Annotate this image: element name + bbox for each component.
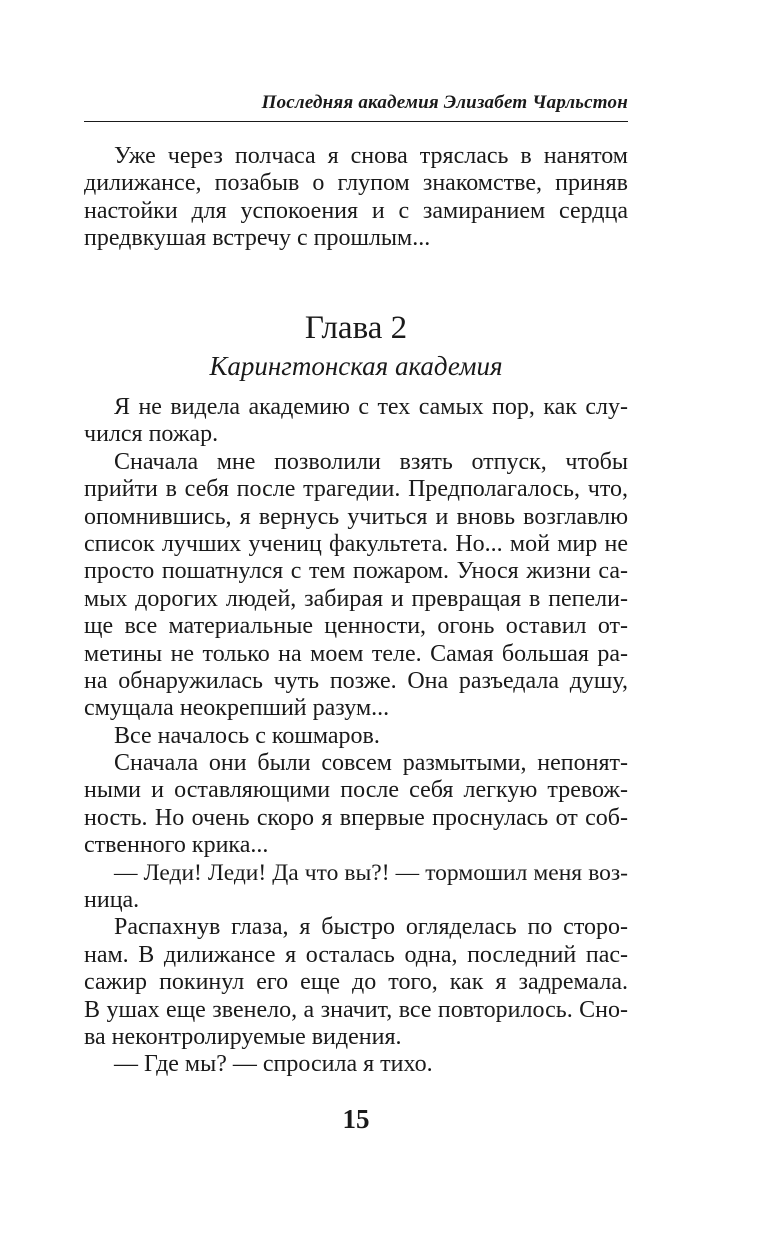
text-line: дилижансе, позабыв о глупом знакомстве, приняв	[84, 170, 628, 197]
text-line: просто пошатнулся с тем пожаром. Унося жизни са-	[84, 558, 628, 585]
chapter-title: Глава 2	[304, 310, 408, 346]
text-line: ными и оставляющими после себя легкую тревож-	[84, 777, 628, 804]
header-rule	[84, 121, 628, 122]
text-line: ва неконтролируемые видения.	[84, 1023, 402, 1050]
text-line: нам. В дилижансе я осталась одна, последний пас-	[84, 941, 628, 968]
page-number: 15	[342, 1104, 370, 1134]
text-line: опомнившись, я вернусь учиться и вновь возглавлю	[84, 503, 628, 530]
text-line: на обнаружилась чуть позже. Она разъедала душу,	[84, 667, 628, 694]
text-line: смущала неокрепший разум...	[84, 695, 390, 722]
text-line: метины не только на моем теле. Самая большая ра-	[84, 640, 628, 667]
text-line: ственного крика...	[84, 832, 269, 859]
running-head: Последняя академия Элизабет Чарльстон	[261, 92, 628, 113]
text-line: Все началось с кошмаров.	[114, 722, 380, 749]
text-line: список лучших учениц факультета. Но... мой мир не	[84, 530, 628, 557]
text-line: Сначала мне позволили взять отпуск, чтобы	[114, 448, 628, 475]
chapter-body	[84, 394, 628, 1079]
text-line: — Где мы? — спросила я тихо.	[114, 1051, 433, 1078]
text-line: Я не видела академию с тех самых пор, как слу-	[114, 394, 628, 420]
intro-paragraph	[84, 143, 628, 253]
text-line: ность. Но очень скоро я впервые проснулась от соб-	[84, 804, 628, 831]
text-line: Уже через полчаса я снова тряслась в нанятом	[114, 143, 628, 169]
text-line: чился пожар.	[84, 421, 219, 448]
text-line: ще все материальные ценности, огонь оставил от-	[84, 613, 628, 640]
text-line: прийти в себя после трагедии. Предполагалось, что,	[84, 476, 628, 503]
text-line: — Леди! Леди! Да что вы?! — тормошил меня воз-	[114, 859, 628, 886]
text-line: Распахнув глаза, я быстро огляделась по сторо-	[114, 914, 628, 941]
text-line: В ушах еще звенело, а значит, все повторилось. Сно-	[84, 996, 628, 1023]
chapter-subtitle: Карингтонская академия	[209, 351, 503, 381]
text-line: Сначала они были совсем размытыми, непонят-	[114, 750, 628, 777]
text-line: предвкушая встречу с прошлым...	[84, 225, 431, 252]
text-line: мых дорогих людей, забирая и превращая в пепели-	[84, 585, 628, 612]
book-page	[84, 0, 628, 1241]
text-line: ница.	[84, 887, 140, 914]
text-line: настойки для успокоения и с замиранием сердца	[84, 197, 628, 224]
text-line: сажир покинул его еще до того, как я задремала.	[84, 969, 628, 996]
